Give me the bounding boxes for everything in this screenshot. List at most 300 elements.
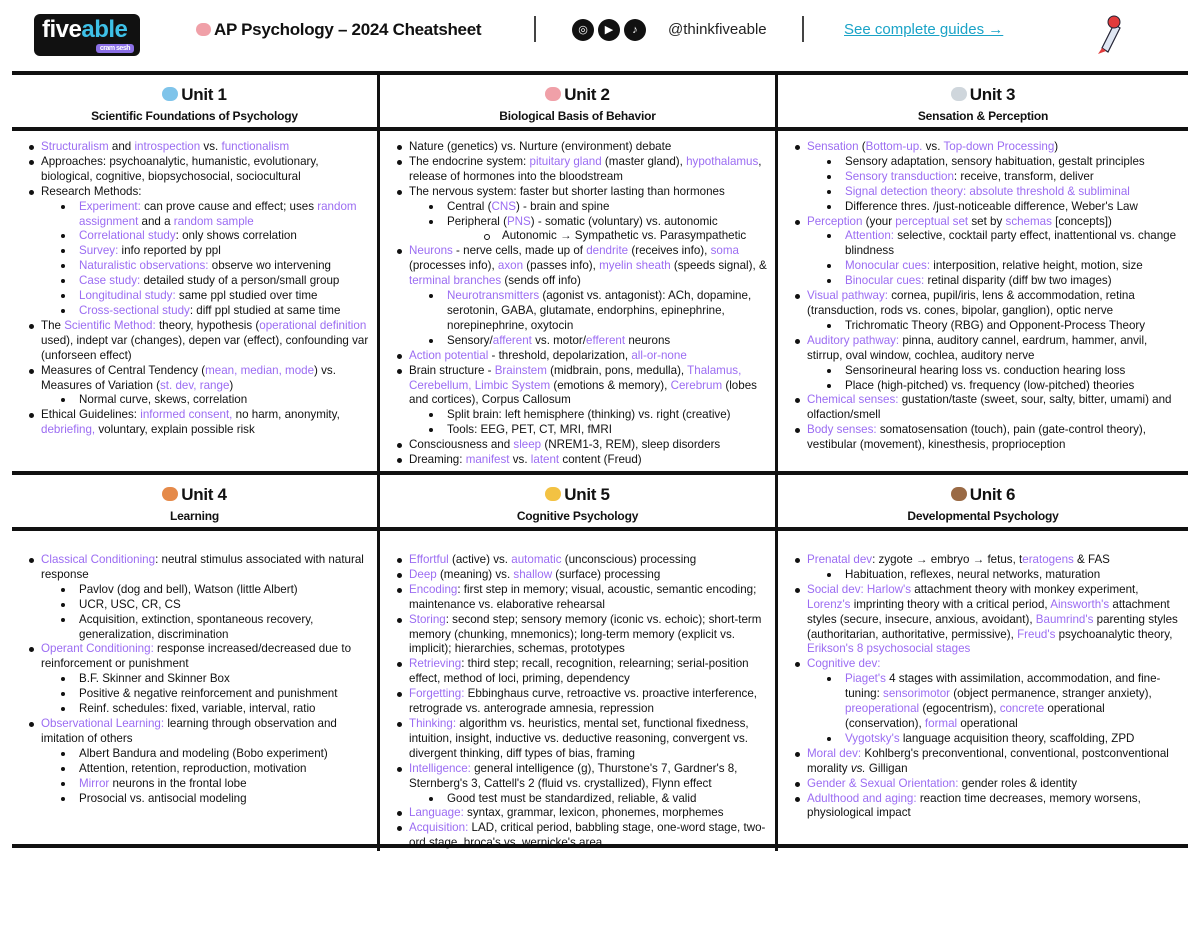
item-text: (unconscious) processing — [561, 553, 697, 566]
item-text: algorithm vs. heuristics, mental set, functional fixedness, intuition, insight, inductive vs. deductive reasoning, convergent vs. divergent thinking, diff types of bias, framing — [409, 716, 749, 760]
list-item — [28, 408, 373, 438]
list-item — [396, 717, 771, 762]
item-text: (object permanence, stranger anxiety), — [950, 687, 1152, 701]
item-text: observe wo intervening — [208, 259, 331, 273]
highlighted-term: eratogens — [1022, 553, 1074, 566]
item-text: The endocrine system: — [409, 154, 530, 168]
item-text: Ebbinghaus curve, retroactive vs. proactive interference, retrograde vs. anterograde amnesia, repression — [409, 687, 757, 716]
list-item — [396, 200, 771, 215]
item-text: [concepts]) — [1051, 214, 1112, 228]
item-text: Autonomic → Sympathetic vs. Parasympathetic — [502, 229, 747, 243]
highlighted-term: informed consent, — [140, 408, 233, 422]
item-text: : neutral stimulus associated with natural response — [41, 553, 364, 581]
unit-title — [778, 485, 1188, 505]
unit-header — [12, 75, 377, 127]
highlighted-term: Longitudinal study: — [79, 289, 176, 303]
highlighted-term: Binocular cues: — [845, 274, 925, 288]
item-text: gender roles & identity — [958, 776, 1078, 790]
item-text: (surface) processing — [552, 567, 661, 581]
list-item — [396, 453, 771, 468]
item-text: can prove cause and effect; uses — [140, 199, 318, 213]
list-item — [28, 393, 373, 408]
highlighted-term: Cross-sectional study — [79, 303, 190, 317]
item-text: interposition, relative height, motion, size — [930, 259, 1143, 273]
instagram-icon[interactable]: ◎ — [572, 19, 594, 41]
highlighted-term: Structuralism — [41, 140, 109, 153]
item-text: pinna, auditory cannel, eardrum, hammer, anvil, stirrup, oval window, cochlea, auditory nerve — [807, 333, 1148, 362]
list-item — [28, 717, 373, 747]
item-text: (emotions & memory), — [550, 378, 671, 392]
list-item — [396, 289, 771, 334]
list-item — [396, 792, 771, 807]
divider — [802, 16, 804, 42]
page-title-text: AP Psychology – 2024 Cheatsheet — [214, 20, 482, 39]
item-text: ) - brain and spine — [515, 199, 610, 213]
highlighted-term: mean, median, mode — [205, 363, 315, 377]
highlighted-term: introspection — [134, 140, 201, 153]
list-item — [396, 613, 771, 658]
list-item — [28, 642, 373, 672]
highlighted-term: Top-down Processing — [943, 140, 1055, 153]
item-text: cornea, pupil/iris, lens & accommodation, retina (transduction, rods vs. cones, bipolar, ganglion), optic nerve — [807, 289, 1135, 317]
list-item — [28, 613, 373, 643]
item-text: Kohlberg's preconventional, conventional, postconventional morality — [807, 746, 1169, 775]
highlighted-term: CNS — [491, 199, 516, 213]
highlighted-term: Effortful — [409, 553, 449, 566]
list-item — [396, 687, 771, 717]
item-text: vs. — [509, 453, 531, 467]
item-text: & FAS — [1073, 553, 1110, 566]
highlighted-term: hypothalamus — [686, 154, 759, 168]
list-item — [28, 244, 373, 259]
item-text: and a — [138, 214, 174, 228]
unit-title-text: Unit 1 — [181, 85, 227, 104]
item-text: Sensory/ — [447, 333, 493, 347]
unit-title — [380, 485, 775, 505]
item-text: : first step in memory; visual, acoustic, semantic encoding; maintenance vs. elaborative rehearsal — [409, 582, 757, 611]
highlighted-term: Experiment: — [79, 199, 141, 213]
item-text: Central ( — [447, 199, 492, 213]
list-item — [794, 672, 1184, 732]
highlighted-term: Scientific Method: — [64, 318, 156, 332]
list-item — [28, 747, 373, 762]
list-item — [794, 777, 1184, 792]
item-text: reaction time decreases, memory worsens, physiological impact — [807, 791, 1141, 820]
list-item — [28, 672, 373, 687]
highlighted-term: Correlational study — [79, 229, 176, 243]
item-text: Brain structure - — [409, 363, 495, 377]
list-item — [396, 438, 771, 453]
highlighted-term: random assignment — [79, 199, 357, 228]
item-text: Difference thres. /just-noticeable difference, Weber's Law — [845, 199, 1138, 213]
highlighted-term: Gender & Sexual Orientation: — [807, 776, 959, 790]
list-item — [794, 732, 1184, 747]
highlighted-term: Neurotransmitters — [447, 289, 540, 303]
list-item — [396, 583, 771, 613]
item-text: (active) vs. — [448, 553, 512, 566]
item-text: Nature (genetics) vs. Nurture (environment) debate — [409, 140, 672, 153]
highlighted-term: Adulthood and aging: — [807, 791, 917, 805]
item-text: ) vs. Measures of Variation ( — [41, 363, 336, 392]
unit-title-text: Unit 4 — [181, 485, 227, 504]
highlighted-term: axon — [497, 259, 524, 273]
unit-subtitle: Cognitive Psychology — [516, 509, 639, 523]
highlighted-term: perceptual set — [895, 214, 969, 228]
list-item — [28, 155, 373, 185]
item-text: Research Methods: — [41, 184, 142, 198]
item-text: : receive, transform, deliver — [953, 169, 1094, 183]
list-item — [794, 259, 1184, 274]
highlighted-term: Auditory pathway: — [807, 333, 900, 347]
list-item — [396, 762, 771, 792]
unit-title — [12, 485, 377, 505]
highlighted-term: Body senses: — [807, 423, 877, 437]
item-text: Prosocial vs. antisocial modeling — [79, 791, 247, 805]
highlighted-term: random sample — [173, 214, 254, 228]
highlighted-term: Brainstem — [494, 363, 547, 377]
highlighted-term: concrete — [999, 702, 1045, 716]
list-item — [28, 289, 373, 304]
highlighted-term: Vygotsky's — [845, 731, 900, 745]
list-item — [396, 349, 771, 364]
highlighted-term: debriefing, — [41, 423, 96, 437]
item-text: content (Freud) — [559, 453, 642, 467]
highlighted-term: Neurons — [409, 244, 453, 258]
highlighted-term: Cognitive dev: — [807, 657, 881, 671]
list-item — [794, 553, 1184, 568]
item-text: Measures of Central Tendency ( — [41, 363, 206, 377]
complete-guides-link[interactable]: See complete guides → — [844, 21, 1004, 38]
highlighted-term: shallow — [513, 567, 553, 581]
item-text: (speeds signal), & — [670, 259, 767, 273]
highlighted-term: Perception — [807, 214, 863, 228]
item-text: Tools: EEG, PET, CT, MRI, fMRI — [447, 423, 612, 437]
item-text: voluntary, explain possible risk — [95, 423, 255, 437]
highlighted-term: preoperational — [845, 702, 920, 716]
highlighted-term: Survey: — [79, 244, 119, 258]
item-text: Approaches: psychoanalytic, humanistic, evolutionary, biological, cognitive, biopsychosocial, sociocultural — [41, 154, 319, 183]
baby-icon — [951, 487, 967, 501]
highlighted-term: Attention: — [845, 229, 894, 243]
list-item — [794, 170, 1184, 185]
highlighted-term: functionalism — [221, 140, 290, 153]
unit-title — [778, 85, 1188, 105]
highlighted-term: Bottom-up. — [865, 140, 923, 153]
item-text: selective, cocktail party effect, inattentional vs. change blindness — [845, 229, 1177, 258]
list-item — [28, 583, 373, 598]
eyes-icon — [951, 87, 967, 101]
brain-icon — [545, 87, 561, 101]
highlighted-term: Retrieving — [409, 657, 462, 671]
item-text: vs. — [200, 140, 222, 153]
item-text: Attention, retention, reproduction, motivation — [79, 761, 307, 775]
list-item — [28, 777, 373, 792]
list-item — [396, 423, 771, 438]
list-item — [396, 215, 771, 230]
item-text: (sends off info) — [501, 274, 581, 288]
item-text: syntax, grammar, lexicon, phonemes, morphemes — [463, 806, 724, 820]
divider — [534, 16, 536, 42]
list-item — [794, 200, 1184, 215]
list-item — [28, 304, 373, 319]
highlighted-term: Naturalistic observations: — [79, 259, 209, 273]
item-text: : zygote → embryo → fetus, t — [872, 553, 1023, 566]
item-text: 4 stages with assimilation, accommodation, and fine-tuning: — [845, 672, 1161, 701]
item-text: Reinf. schedules: fixed, variable, interval, ratio — [79, 702, 316, 716]
list-item — [28, 274, 373, 289]
unit-title-text: Unit 6 — [969, 485, 1016, 504]
item-text: Split brain: left hemisphere (thinking) vs. right (creative) — [447, 408, 731, 422]
unit-title-text: Unit 3 — [969, 85, 1016, 104]
highlighted-term: soma — [710, 244, 739, 258]
highlighted-term: Thalamus, Cerebellum, Limbic System — [409, 363, 742, 392]
list-item — [794, 423, 1184, 453]
list-item — [28, 792, 373, 807]
unit-header — [12, 475, 377, 527]
item-text: Consciousness and — [409, 438, 514, 452]
item-text: detailed study of a person/small group — [140, 274, 340, 288]
item-text: Trichromatic Theory (RBG) and Opponent-Process Theory — [845, 318, 1146, 332]
list-item — [794, 364, 1184, 379]
highlighted-term: dendrite — [586, 244, 629, 258]
item-text: (lobes and cortices), Corpus Callosum — [409, 378, 757, 407]
item-text: Positive & negative reinforcement and punishment — [79, 687, 338, 701]
item-text: (midbrain, pons, medulla), — [546, 363, 688, 377]
item-text: Place (high-pitched) vs. frequency (low-pitched) theories — [845, 378, 1135, 392]
unit-subtitle: Scientific Foundations of Psychology — [91, 109, 298, 123]
item-text: UCR, USC, CR, CS — [79, 597, 181, 611]
item-text: - threshold, depolarization, — [488, 348, 632, 362]
highlighted-term: all-or-none — [631, 348, 687, 362]
highlighted-term: Action potential — [409, 348, 489, 362]
item-text: : diff ppl studied at same time — [189, 303, 341, 317]
brain-icon — [196, 23, 211, 36]
item-text: neurons in the frontal lobe — [109, 776, 247, 790]
item-text: Ethical Guidelines: — [41, 408, 141, 422]
highlighted-term: Signal detection theory: absolute threshold & subliminal — [845, 184, 1130, 198]
highlighted-term: Freud's — [1017, 627, 1056, 641]
list-item — [396, 140, 771, 155]
list-item — [794, 792, 1184, 822]
list-item — [794, 185, 1184, 200]
unit-title — [380, 85, 775, 105]
highlighted-term: st. dev, range — [160, 378, 230, 392]
list-item — [794, 568, 1184, 583]
highlighted-term: Social dev: Harlow's — [807, 582, 912, 596]
units-header-row-1 — [12, 71, 1188, 131]
item-text: Peripheral ( — [447, 214, 507, 228]
highlighted-term: Piaget's — [845, 672, 886, 686]
list-item — [794, 747, 1184, 777]
italic-text: vs. — [850, 761, 866, 775]
rocket-mascot-icon — [1094, 14, 1124, 54]
unit-title-text: Unit 5 — [564, 485, 610, 504]
unit-header — [377, 75, 775, 127]
list-item — [28, 687, 373, 702]
item-text: ) — [229, 378, 234, 392]
item-text: ) - somatic (voluntary) vs. autonomic — [530, 214, 718, 228]
list-item — [794, 657, 1184, 672]
list-item — [794, 289, 1184, 319]
item-text: Habituation, reflexes, neural networks, maturation — [845, 567, 1101, 581]
item-text: (your — [862, 214, 896, 228]
item-text: : third step; recall, recognition, relearning; serial-position effect, method of loci, priming, dependency — [409, 657, 749, 686]
highlighted-term: Mirror — [79, 776, 110, 790]
unit-header — [775, 75, 1188, 127]
highlighted-term: Observational Learning: — [41, 716, 165, 730]
highlighted-term: Encoding — [409, 582, 458, 596]
list-item — [794, 393, 1184, 423]
list-item — [396, 806, 771, 821]
list-item — [396, 229, 771, 244]
youtube-icon[interactable]: ▶ — [598, 19, 620, 41]
item-text: learning through observation and imitation of others — [41, 716, 337, 745]
item-text: language acquisition theory, scaffolding, ZPD — [899, 731, 1135, 745]
highlighted-term: Storing — [409, 612, 446, 626]
highlighted-term: Sensory transduction — [845, 169, 954, 183]
units-header-row-2 — [12, 471, 1188, 531]
item-text: (egocentrism), — [919, 702, 1000, 716]
unit-content — [377, 531, 775, 851]
highlighted-term: sensorimotor — [883, 687, 951, 701]
list-item — [794, 583, 1184, 658]
item-text: set by — [968, 214, 1006, 228]
item-text: same ppl studied over time — [175, 289, 318, 303]
unit-subtitle: Learning — [169, 509, 220, 523]
item-text: Good test must be standardized, reliable, & valid — [447, 791, 697, 805]
highlighted-term: Classical Conditioning — [41, 553, 156, 566]
item-text: Dreaming: — [409, 453, 466, 467]
list-item — [28, 364, 373, 394]
thinking-face-icon — [545, 487, 561, 501]
item-text: imprinting theory with a critical period, — [850, 597, 1051, 611]
highlighted-term: Monocular cues: — [845, 259, 931, 273]
list-item — [396, 155, 771, 185]
item-text: response increased/decreased due to reinforcement or punishment — [41, 642, 352, 671]
item-text: ( — [858, 140, 866, 153]
highlighted-term: Lorenz's — [807, 597, 851, 611]
item-text: somatosensation (touch), pain (gate-control theory), vestibular (movement), kinesthesis, proprioception — [807, 423, 1146, 452]
item-text: Gilligan — [865, 761, 908, 775]
units-body-row-2 — [12, 531, 1188, 848]
item-text: and — [108, 140, 135, 153]
item-text: vs. — [922, 140, 944, 153]
page-title — [196, 20, 481, 40]
item-text: retinal disparity (diff bw two images) — [924, 274, 1112, 288]
item-text: B.F. Skinner and Skinner Box — [79, 672, 230, 686]
units-body-row-1 — [12, 131, 1188, 472]
list-item — [396, 568, 771, 583]
unit-header — [775, 475, 1188, 527]
unit-title-text: Unit 2 — [564, 85, 610, 104]
fiveable-logo[interactable]: fiveable cram sesh — [34, 14, 140, 56]
list-item — [396, 657, 771, 687]
list-item — [396, 185, 771, 200]
list-item — [28, 229, 373, 244]
item-text: The — [41, 318, 65, 332]
item-text: LAD, critical period, babbling stage, one-word stage, two-ord stage, broca's vs. wernicke's area — [409, 821, 766, 850]
item-text: gustation/taste (sweet, sour, salty, bitter, umami) and olfaction/smell — [807, 393, 1172, 422]
highlighted-term: latent — [530, 453, 560, 467]
item-text: attachment theory with monkey experiment, — [911, 582, 1139, 596]
item-text: Normal curve, skews, correlation — [79, 393, 248, 407]
highlighted-term: operational definition — [259, 318, 367, 332]
unit-content — [377, 131, 775, 472]
item-text: : second step; sensory memory (iconic vs. echoic); short-term memory (chunking, mnemonics); long-term memory (explicit vs. implicit); hierarchies, schemas, prototypes — [409, 612, 762, 656]
unit-content — [12, 531, 377, 851]
highlighted-term: Visual pathway: — [807, 289, 888, 303]
highlighted-term: Acquisition: — [409, 821, 469, 835]
highlighted-term: Cerebrum — [670, 378, 723, 392]
highlighted-term: schemas — [1005, 214, 1052, 228]
item-text: (master gland), — [601, 154, 687, 168]
list-item — [396, 821, 771, 851]
item-text: used), indept var (changes), depen var (effect), confounding var (unforseen effect) — [41, 333, 369, 362]
highlighted-term: Case study: — [79, 274, 141, 288]
item-text: neurons — [625, 333, 671, 347]
unit-content — [12, 131, 377, 472]
item-text: attachment styles (secure, insecure, anxious, avoidant), — [807, 597, 1170, 626]
item-text: theory, hypothesis ( — [155, 318, 260, 332]
list-item — [794, 319, 1184, 334]
books-icon — [162, 487, 178, 501]
unit-subtitle: Developmental Psychology — [907, 509, 1059, 523]
item-text: (receives info), — [628, 244, 711, 258]
social-handle: @thinkfiveable — [668, 21, 767, 38]
magnifier-icon — [162, 87, 178, 101]
unit-content — [775, 131, 1188, 472]
highlighted-term: Chemical senses: — [807, 393, 899, 407]
item-text: (agonist vs. antagonist): ACh, dopamine, serotonin, GABA, glutamate, endorphins, epinephrine, norepinephrine, oxytocin — [447, 289, 752, 332]
item-text: Albert Bandura and modeling (Bobo experiment) — [79, 746, 328, 760]
list-item — [28, 140, 373, 155]
list-item — [396, 334, 771, 349]
item-text: Pavlov (dog and bell), Watson (little Albert) — [79, 582, 298, 596]
highlighted-term: Moral dev: — [807, 746, 862, 760]
list-item — [794, 229, 1184, 259]
highlighted-term: Sensation — [807, 140, 859, 153]
unit-title — [12, 85, 377, 105]
highlighted-term: PNS — [506, 214, 531, 228]
item-text: operational — [957, 716, 1018, 730]
highlighted-term: sleep — [513, 438, 542, 452]
social-links — [572, 19, 646, 41]
highlighted-term: myelin sheath — [599, 259, 671, 273]
highlighted-term: efferent — [586, 333, 626, 347]
item-text: operational (conservation), — [845, 702, 1105, 730]
highlighted-term: Baumrind's — [1035, 612, 1094, 626]
highlighted-term: Intelligence: — [409, 761, 471, 775]
highlighted-term: Ainsworth's — [1050, 597, 1110, 611]
list-item — [28, 259, 373, 274]
list-item — [28, 319, 373, 364]
list-item — [794, 274, 1184, 289]
highlighted-term: terminal branches — [409, 274, 502, 288]
highlighted-term: Language: — [409, 806, 464, 820]
page-header — [0, 0, 1200, 70]
tiktok-icon[interactable]: ♪ — [624, 19, 646, 41]
list-item — [28, 598, 373, 613]
highlighted-term: manifest — [465, 453, 510, 467]
highlighted-term: Deep — [409, 567, 437, 581]
item-text: no harm, anonymity, — [232, 408, 340, 422]
list-item — [28, 702, 373, 717]
item-text: vs. motor/ — [531, 333, 586, 347]
highlighted-term: formal — [924, 716, 958, 730]
list-item — [794, 215, 1184, 230]
list-item — [28, 200, 373, 230]
list-item — [28, 762, 373, 777]
